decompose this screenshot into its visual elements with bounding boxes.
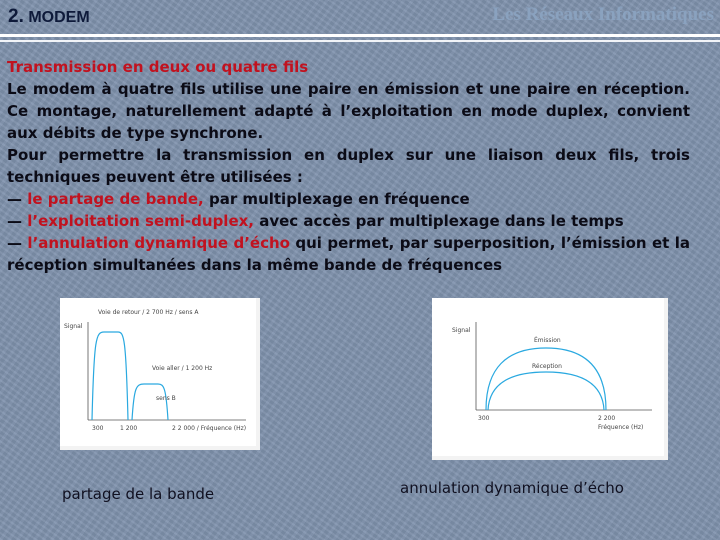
reception-label: Réception <box>532 363 562 370</box>
x-axis-label: Fréquence (Hz) <box>598 424 644 431</box>
echo-cancellation-caption: annulation dynamique d’écho <box>400 479 624 497</box>
channel-b-curve <box>132 384 168 420</box>
list-item <box>7 210 690 232</box>
paragraph-duplex: Pour permettre la transmission en duplex sur une liaison deux fils, trois techniques peuvent être utilisées : <box>7 146 690 186</box>
list-term: l’exploitation semi-duplex, <box>27 212 254 230</box>
course-title: Les Réseaux Informatiques <box>492 4 714 25</box>
list-bullet: — <box>7 234 28 252</box>
list-text: qui permet, par superposition, l’émission et la réception simultanées dans la même bande de fréquences <box>7 234 691 274</box>
section-header <box>8 6 90 28</box>
x-tick-label: 1 200 <box>120 425 138 432</box>
list-term: le partage de bande, <box>27 190 204 208</box>
header-divider-secondary <box>0 40 720 42</box>
y-axis-label: Signal <box>452 327 471 334</box>
list-item <box>7 232 690 276</box>
channel-a-label: Voie de retour / 2 700 Hz / sens A <box>98 309 199 316</box>
emission-label: Émission <box>534 337 561 344</box>
echo-cancellation-diagram <box>432 298 664 456</box>
x-tick-label: 300 <box>478 415 490 422</box>
list-item <box>7 188 690 210</box>
list-bullet: — <box>7 212 28 230</box>
section-title: MODEM <box>28 9 90 26</box>
paragraph-four-wire: Le modem à quatre fils utilise une paire en émission et une paire en réception. Ce montage, naturellement adapté à l’exploitation en mode duplex, convient aux débits de type synchrone. <box>7 80 690 142</box>
list-text: avec accès par multiplexage dans le temps <box>254 212 624 230</box>
band-split-caption: partage de la bande <box>62 485 215 503</box>
emission-curve <box>486 348 606 410</box>
list-bullet: — <box>7 190 28 208</box>
list-text: par multiplexage en fréquence <box>203 190 470 208</box>
x-tick-label: 2 2 000 / Fréquence (Hz) <box>172 425 247 432</box>
channel-b-label: Voie aller / 1 200 Hz <box>152 365 213 372</box>
content-heading: Transmission en deux ou quatre fils <box>7 58 309 76</box>
band-split-diagram <box>60 298 256 446</box>
y-axis-label: Signal <box>64 323 83 330</box>
section-number: 2. <box>8 6 24 27</box>
channel-a-curve <box>92 332 128 420</box>
slide-body <box>7 56 690 276</box>
band-split-figure <box>60 298 260 450</box>
reception-curve <box>488 372 604 410</box>
echo-cancellation-figure <box>432 298 668 460</box>
x-tick-label: 2 200 <box>598 415 616 422</box>
x-tick-label: 300 <box>92 425 104 432</box>
list-term: l’annulation dynamique d’écho <box>27 234 290 252</box>
header-divider <box>0 34 720 37</box>
sens-b-label: sens B <box>156 395 176 402</box>
